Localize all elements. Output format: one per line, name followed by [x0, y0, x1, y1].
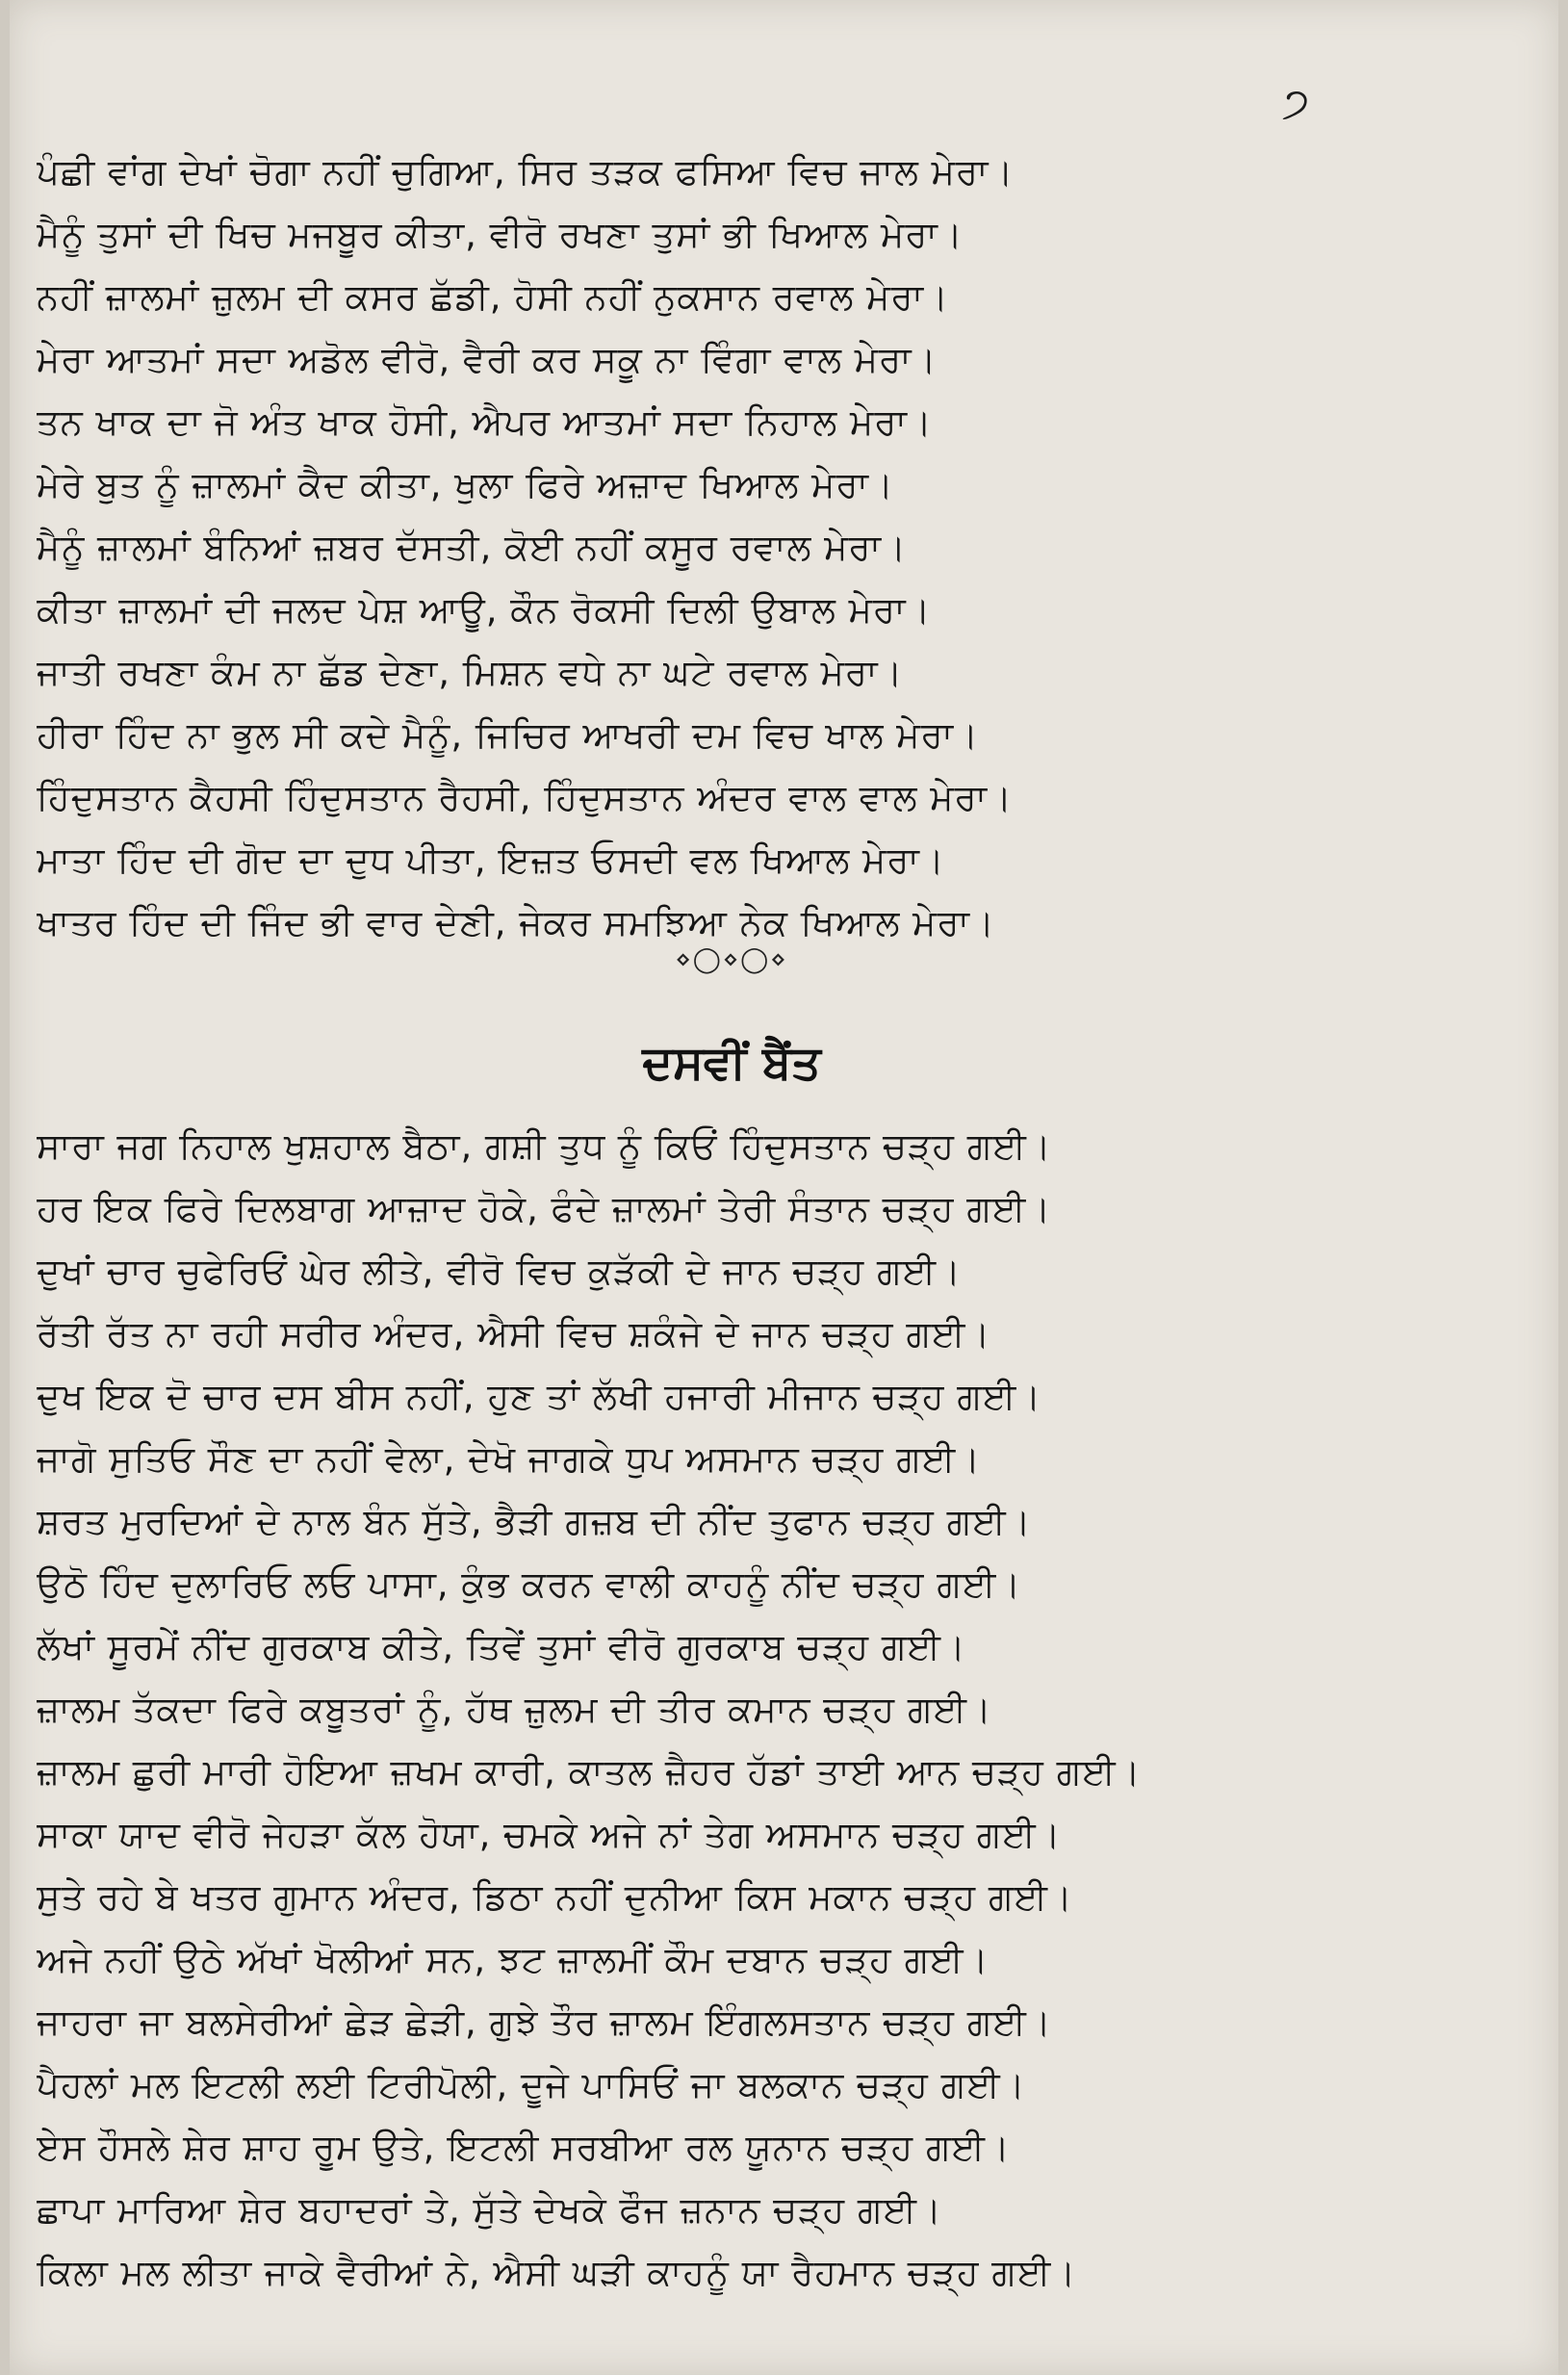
verse-line: ਮੇਰੇ ਬੁਤ ਨੂੰ ਜ਼ਾਲਮਾਂ ਕੈਦ ਕੀਤਾ, ਖੁਲਾ ਫਿਰੇ ਅਜ਼ਾਦ ਖਿਆਲ ਮੇਰਾ।	[37, 464, 894, 505]
verse-line: ਜ਼ਾਲਮ ਛੁਰੀ ਮਾਰੀ ਹੋਇਆ ਜ਼ਖਮ ਕਾਰੀ, ਕਾਤਲ ਜ਼ੈਹਰ ਹੱਡਾਂ ਤਾਈ ਆਨ ਚੜ੍ਹ ਗਈ।	[37, 1751, 1142, 1793]
verse-line: ਰੱਤੀ ਰੱਤ ਨਾ ਰਹੀ ਸਰੀਰ ਅੰਦਰ, ਐਸੀ ਵਿਚ ਸ਼ਕੰਜੇ ਦੇ ਜਾਨ ਚੜ੍ਹ ਗਈ।	[37, 1313, 991, 1355]
book-page	[10, 0, 1558, 2375]
page-number: ੭	[1282, 79, 1310, 128]
verse-line: ਦੁਖਾਂ ਚਾਰ ਚੁਫੇਰਿਓਂ ਘੇਰ ਲੀਤੇ, ਵੀਰੋ ਵਿਚ ਕੁੜੱਕੀ ਦੇ ਜਾਨ ਚੜ੍ਹ ਗਈ।	[37, 1251, 962, 1292]
verse-line: ਮੇਰਾ ਆਤਮਾਂ ਸਦਾ ਅਡੋਲ ਵੀਰੋ, ਵੈਰੀ ਕਰ ਸਕੂ ਨਾ ਵਿੰਗਾ ਵਾਲ ਮੇਰਾ।	[37, 339, 938, 380]
verse-line: ਹੀਰਾ ਹਿੰਦ ਨਾ ਭੁਲ ਸੀ ਕਦੇ ਮੈਨੂੰ, ਜਿਚਿਰ ਆਖਰੀ ਦਮ ਵਿਚ ਖਾਲ ਮੇਰਾ।	[37, 714, 980, 756]
verse-line: ਏਸ ਹੌਸਲੇ ਸ਼ੇਰ ਸ਼ਾਹ ਰੂਮ ਉਤੇ, ਇਟਲੀ ਸਰਬੀਆ ਰਲ ਯੂਨਾਨ ਚੜ੍ਹ ਗਈ।	[37, 2127, 1011, 2168]
verse-line: ਹਿੰਦੁਸਤਾਨ ਕੈਹਸੀ ਹਿੰਦੁਸਤਾਨ ਰੈਹਸੀ, ਹਿੰਦੁਸਤਾਨ ਅੰਦਰ ਵਾਲ ਵਾਲ ਮੇਰਾ।	[37, 777, 1014, 818]
verse-line: ਸ਼ਰਤ ਮੁਰਦਿਆਂ ਦੇ ਨਾਲ ਬੰਨ ਸੁੱਤੇ, ਭੈੜੀ ਗਜ਼ਬ ਦੀ ਨੀਂਦ ਤੁਫਾਨ ਚੜ੍ਹ ਗਈ।	[37, 1501, 1032, 1542]
verse-line: ਪੰਛੀ ਵਾਂਗ ਦੇਖਾਂ ਚੋਗਾ ਨਹੀਂ ਚੁਗਿਆ, ਸਿਰ ਤੜਕ ਫਸਿਆ ਵਿਚ ਜਾਲ ਮੇਰਾ।	[37, 151, 1015, 193]
verse-line: ਹਰ ਇਕ ਫਿਰੇ ਦਿਲਬਾਗ ਆਜ਼ਾਦ ਹੋਕੇ, ਫੰਦੇ ਜ਼ਾਲਮਾਂ ਤੇਰੀ ਸੰਤਾਨ ਚੜ੍ਹ ਗਈ।	[37, 1188, 1052, 1229]
verse-line: ਮਾਤਾ ਹਿੰਦ ਦੀ ਗੋਦ ਦਾ ਦੁਧ ਪੀਤਾ, ਇਜ਼ਤ ਓਸਦੀ ਵਲ ਖਿਆਲ ਮੇਰਾ।	[37, 839, 945, 881]
verse-line: ਤਨ ਖਾਕ ਦਾ ਜੋ ਅੰਤ ਖਾਕ ਹੋਸੀ, ਐਪਰ ਆਤਮਾਂ ਸਦਾ ਨਿਹਾਲ ਮੇਰਾ।	[37, 401, 933, 443]
verse-line: ਕਿਲਾ ਮਲ ਲੀਤਾ ਜਾਕੇ ਵੈਰੀਆਂ ਨੇ, ਐਸੀ ਘੜੀ ਕਾਹਨੂੰ ਯਾ ਰੈਹਮਾਨ ਚੜ੍ਹ ਗਈ।	[37, 2252, 1077, 2293]
poem-stanza-1	[37, 141, 1403, 954]
verse-line: ਲੱਖਾਂ ਸੂਰਮੇਂ ਨੀਂਦ ਗੁਰਕਾਬ ਕੀਤੇ, ਤਿਵੇਂ ਤੁਸਾਂ ਵੀਰੋ ਗੁਰਕਾਬ ਚੜ੍ਹ ਗਈ।	[37, 1626, 966, 1667]
verse-line: ਜ਼ਾਲਮ ਤੱਕਦਾ ਫਿਰੇ ਕਬੂਤਰਾਂ ਨੂੰ, ਹੱਥ ਜ਼ੁਲਮ ਦੀ ਤੀਰ ਕਮਾਨ ਚੜ੍ਹ ਗਈ।	[37, 1689, 992, 1730]
verse-line: ਮੈਨੂੰ ਤੁਸਾਂ ਦੀ ਖਿਚ ਮਜਬੂਰ ਕੀਤਾ, ਵੀਰੋ ਰਖਣਾ ਤੁਸਾਂ ਭੀ ਖਿਆਲ ਮੇਰਾ।	[37, 214, 964, 255]
verse-line: ਪੈਹਲਾਂ ਮਲ ਇਟਲੀ ਲਈ ਟਿਰੀਪੋਲੀ, ਦੂਜੇ ਪਾਸਿਓਂ ਜਾ ਬਲਕਾਨ ਚੜ੍ਹ ਗਈ।	[37, 2064, 1026, 2105]
verse-line: ਕੀਤਾ ਜ਼ਾਲਮਾਂ ਦੀ ਜਲਦ ਪੇਸ਼ ਆਊ, ਕੌਨ ਰੋਕਸੀ ਦਿਲੀ ਉਬਾਲ ਮੇਰਾ।	[37, 589, 932, 631]
verse-line: ਮੈਨੂੰ ਜ਼ਾਲਮਾਂ ਬੰਨਿਆਂ ਜ਼ਬਰ ਦੱਸਤੀ, ਕੋਈ ਨਹੀਂ ਕਸੂਰ ਰਵਾਲ ਮੇਰਾ।	[37, 527, 908, 568]
verse-line: ਅਜੇ ਨਹੀਂ ਉਠੇ ਅੱਖਾਂ ਖੋਲੀਆਂ ਸਨ, ਝਟ ਜ਼ਾਲਮੀਂ ਕੌਮ ਦਬਾਨ ਚੜ੍ਹ ਗਈ।	[37, 1939, 990, 1980]
verse-line: ਜਾਹਰਾ ਜਾ ਬਲਸੇਰੀਆਂ ਛੇੜ ਛੇੜੀ, ਗੁਝੇ ਤੌਰ ਜ਼ਾਲਮ ਇੰਗਲਸਤਾਨ ਚੜ੍ਹ ਗਈ।	[37, 2001, 1052, 2043]
section-heading: ਦਸਵੀਂ ਬੈਂਤ	[642, 1036, 821, 1090]
verse-line: ਸਾਰਾ ਜਗ ਨਿਹਾਲ ਖੁਸ਼ਹਾਲ ਬੈਠਾ, ਗਸ਼ੀ ਤੁਧ ਨੂੰ ਕਿਓਂ ਹਿੰਦੁਸਤਾਨ ਚੜ੍ਹ ਗਈ।	[37, 1125, 1052, 1167]
verse-line: ਉਠੋ ਹਿੰਦ ਦੁਲਾਰਿਓ ਲਓ ਪਾਸਾ, ਕੁੰਭ ਕਰਨ ਵਾਲੀ ਕਾਹਨੂੰ ਨੀਂਦ ਚੜ੍ਹ ਗਈ।	[37, 1563, 1022, 1605]
verse-line: ਸਾਕਾ ਯਾਦ ਵੀਰੋ ਜੇਹੜਾ ਕੱਲ ਹੋਯਾ, ਚਮਕੇ ਅਜੇ ਨਾਂ ਤੇਗ ਅਸਮਾਨ ਚੜ੍ਹ ਗਈ।	[37, 1814, 1062, 1855]
verse-line: ਛਾਪਾ ਮਾਰਿਆ ਸ਼ੇਰ ਬਹਾਦਰਾਂ ਤੇ, ਸੁੱਤੇ ਦੇਖਕੇ ਫੌਜ ਜ਼ਨਾਨ ਚੜ੍ਹ ਗਈ।	[37, 2189, 942, 2231]
verse-line: ਦੁਖ ਇਕ ਦੋ ਚਾਰ ਦਸ ਬੀਸ ਨਹੀਂ, ਹੁਣ ਤਾਂ ਲੱਖੀ ਹਜਾਰੀ ਮੀਜਾਨ ਚੜ੍ਹ ਗਈ।	[37, 1376, 1042, 1417]
verse-line: ਸੁਤੇ ਰਹੇ ਬੇ ਖਤਰ ਗੁਮਾਨ ਅੰਦਰ, ਡਿਠਾ ਨਹੀਂ ਦੁਨੀਆ ਕਿਸ ਮਕਾਨ ਚੜ੍ਹ ਗਈ।	[37, 1876, 1073, 1918]
verse-line: ਜਾਤੀ ਰਖਣਾ ਕੰਮ ਨਾ ਛੱਡ ਦੇਣਾ, ਮਿਸ਼ਨ ਵਧੇ ਨਾ ਘਟੇ ਰਵਾਲ ਮੇਰਾ।	[37, 652, 904, 693]
section-divider-ornament: ⋄◯⋄◯⋄	[675, 945, 788, 974]
poem-stanza-2	[37, 1115, 1403, 2304]
verse-line: ਨਹੀਂ ਜ਼ਾਲਮਾਂ ਜ਼ੁਲਮ ਦੀ ਕਸਰ ਛੱਡੀ, ਹੋਸੀ ਨਹੀਂ ਨੁਕਸਾਨ ਰਵਾਲ ਮੇਰਾ।	[37, 276, 949, 318]
verse-line: ਖਾਤਰ ਹਿੰਦ ਦੀ ਜਿੰਦ ਭੀ ਵਾਰ ਦੇਣੀ, ਜੇਕਰ ਸਮਝਿਆ ਨੇਕ ਖਿਆਲ ਮੇਰਾ।	[37, 902, 995, 943]
verse-line: ਜਾਗੋ ਸੁਤਿਓ ਸੌਣ ਦਾ ਨਹੀਂ ਵੇਲਾ, ਦੇਖੋ ਜਾਗਕੇ ਧੁਪ ਅਸਮਾਨ ਚੜ੍ਹ ਗਈ।	[37, 1438, 982, 1480]
